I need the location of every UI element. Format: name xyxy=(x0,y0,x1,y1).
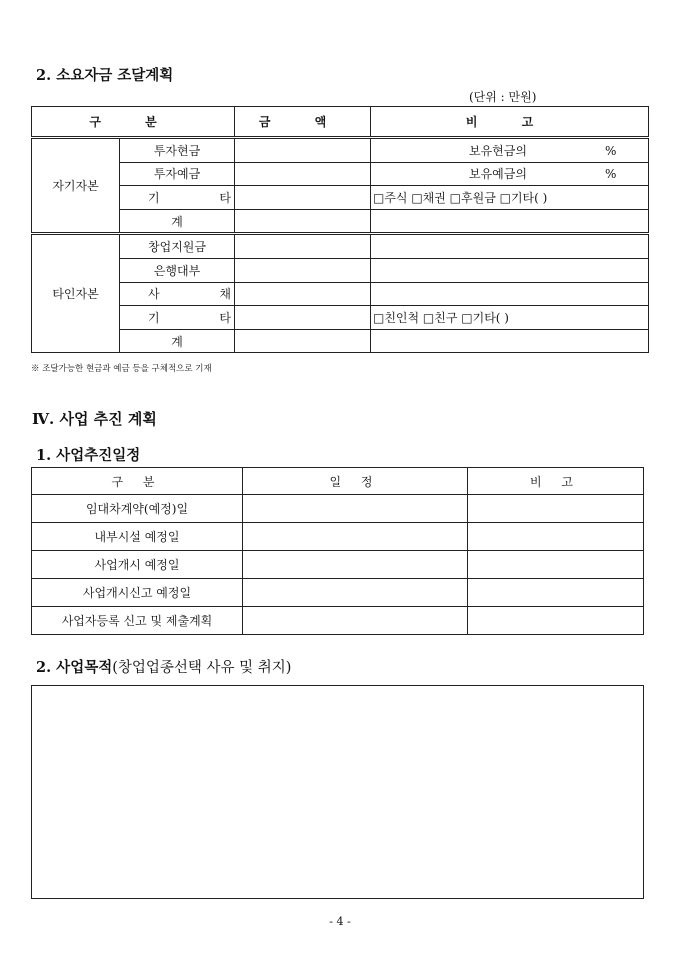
table-row xyxy=(32,607,644,635)
amount-cell[interactable] xyxy=(235,162,371,186)
item-label: 기 타 xyxy=(120,186,235,210)
note-cell[interactable] xyxy=(371,258,649,282)
schedule-cell[interactable] xyxy=(243,523,468,551)
item-label: 창업지원금 xyxy=(120,234,235,259)
section-number: 2. xyxy=(36,67,52,84)
table-row xyxy=(32,495,644,523)
table-row xyxy=(32,282,649,306)
note-cell[interactable] xyxy=(371,282,649,306)
subsection-heading-schedule: 1. 사업추진일정 xyxy=(36,447,141,464)
table-row xyxy=(32,209,649,234)
table-row xyxy=(32,162,649,186)
schedule-cell[interactable] xyxy=(243,495,468,523)
amount-cell[interactable] xyxy=(235,258,371,282)
header-note: 비 고 xyxy=(371,107,649,138)
item-label: 임대차계약(예정)일 xyxy=(32,495,243,523)
note-cell[interactable] xyxy=(468,495,644,523)
purpose-text-area[interactable] xyxy=(31,685,644,899)
subsection-title: 2. 사업목적 xyxy=(36,659,113,676)
note-cell[interactable] xyxy=(468,607,644,635)
note-cell[interactable] xyxy=(371,329,649,353)
item-label: 은행대부 xyxy=(120,258,235,282)
note-checkbox-options[interactable]: □주식 □채권 □후원금 □기타( ) xyxy=(371,186,649,210)
schedule-table xyxy=(31,467,644,635)
subsection-heading-purpose xyxy=(36,656,291,677)
unit-label: (단위 : 만원) xyxy=(469,90,537,104)
item-label: 기 타 xyxy=(120,306,235,330)
page-number: - 4 - xyxy=(329,915,351,928)
group-label-equity: 자기자본 xyxy=(32,138,120,234)
subsection-title-suffix: (창업업종선택 사유 및 취지) xyxy=(112,660,292,676)
note-cell[interactable] xyxy=(371,209,649,234)
schedule-cell[interactable] xyxy=(243,551,468,579)
schedule-cell[interactable] xyxy=(243,607,468,635)
table-row xyxy=(32,306,649,330)
schedule-cell[interactable] xyxy=(243,579,468,607)
note-cell[interactable] xyxy=(371,162,649,186)
table-row xyxy=(32,329,649,353)
note-text: 보유현금의 xyxy=(469,143,527,158)
table-header-row xyxy=(32,468,644,495)
section-title: 소요자금 조달계획 xyxy=(56,67,174,84)
header-category: 구 분 xyxy=(32,107,235,138)
table-row xyxy=(32,186,649,210)
note-cell[interactable] xyxy=(468,523,644,551)
amount-cell[interactable] xyxy=(235,209,371,234)
note-text: 보유예금의 xyxy=(469,167,527,182)
footnote: ※ 조달가능한 현금과 예금 등을 구체적으로 기재 xyxy=(31,364,212,374)
item-label: 투자현금 xyxy=(120,138,235,163)
section-heading-funding xyxy=(36,64,173,85)
note-cell[interactable] xyxy=(371,138,649,163)
note-cell[interactable] xyxy=(468,579,644,607)
amount-cell[interactable] xyxy=(235,138,371,163)
table-row xyxy=(32,579,644,607)
table-row xyxy=(32,551,644,579)
header-category: 구 분 xyxy=(32,468,243,495)
note-cell[interactable] xyxy=(468,551,644,579)
item-label: 사업자등록 신고 및 제출계획 xyxy=(32,607,243,635)
item-label: 사업개시신고 예정일 xyxy=(32,579,243,607)
item-label: 사업개시 예정일 xyxy=(32,551,243,579)
table-row xyxy=(32,138,649,163)
item-label: 사 채 xyxy=(120,282,235,306)
header-schedule: 일 정 xyxy=(243,468,468,495)
item-label: 계 xyxy=(120,329,235,353)
table-row xyxy=(32,258,649,282)
section-heading-plan: Ⅳ. 사업 추진 계획 xyxy=(32,410,157,428)
percent-sign: % xyxy=(604,143,617,158)
funding-table xyxy=(31,106,649,353)
header-amount: 금 액 xyxy=(235,107,371,138)
table-row xyxy=(32,234,649,259)
amount-cell[interactable] xyxy=(235,329,371,353)
item-label: 투자예금 xyxy=(120,162,235,186)
note-checkbox-options[interactable]: □친인척 □친구 □기타( ) xyxy=(371,306,649,330)
note-cell[interactable] xyxy=(371,234,649,259)
item-label: 내부시설 예정일 xyxy=(32,523,243,551)
table-row xyxy=(32,523,644,551)
amount-cell[interactable] xyxy=(235,234,371,259)
header-note: 비 고 xyxy=(468,468,644,495)
item-label: 계 xyxy=(120,209,235,234)
percent-sign: % xyxy=(604,167,617,182)
table-header-row xyxy=(32,107,649,138)
group-label-borrowed: 타인자본 xyxy=(32,234,120,353)
